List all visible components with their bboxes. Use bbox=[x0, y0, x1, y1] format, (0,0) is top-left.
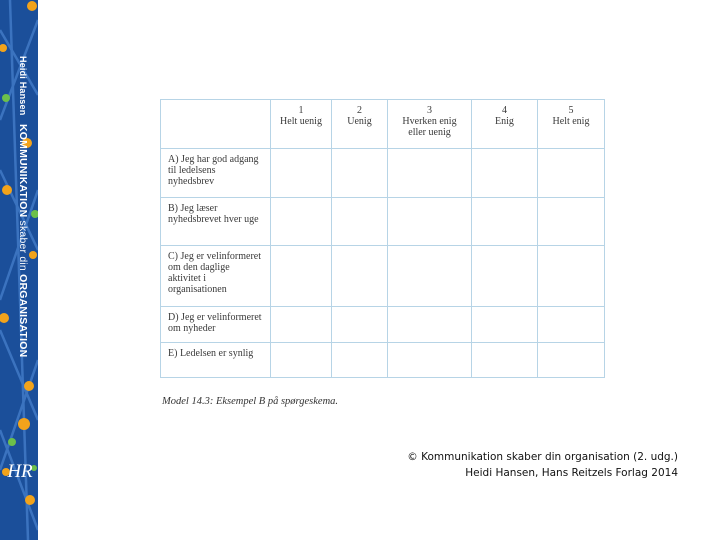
answer-cell bbox=[538, 198, 605, 246]
book-spine bbox=[0, 0, 38, 540]
answer-cell bbox=[388, 307, 472, 343]
scale-label: Hverken enig eller uenig bbox=[402, 116, 457, 138]
scale-label: Helt uenig bbox=[280, 116, 322, 127]
table-row bbox=[161, 343, 605, 378]
scale-label: Helt enig bbox=[552, 116, 590, 127]
answer-cell bbox=[388, 343, 472, 378]
answer-cell bbox=[388, 198, 472, 246]
table-row bbox=[161, 198, 605, 246]
answer-cell bbox=[271, 343, 332, 378]
scale-number: 1 bbox=[298, 105, 304, 116]
question-cell: C) Jeg er velinformeret om den daglige aktivitet i organisationen bbox=[161, 246, 271, 307]
table-row bbox=[161, 246, 605, 307]
answer-cell bbox=[538, 343, 605, 378]
scale-label: Uenig bbox=[347, 116, 372, 127]
publisher-logo: HR bbox=[7, 461, 33, 482]
answer-cell bbox=[332, 307, 388, 343]
answer-cell bbox=[388, 149, 472, 198]
question-cell: D) Jeg er velinformeret om nyheder bbox=[161, 307, 271, 343]
answer-cell bbox=[332, 149, 388, 198]
header-cell bbox=[388, 100, 472, 149]
copyright-notice bbox=[338, 449, 678, 483]
answer-cell bbox=[271, 149, 332, 198]
answer-cell bbox=[388, 246, 472, 307]
header-cell bbox=[538, 100, 605, 149]
header-blank-cell bbox=[161, 100, 271, 149]
copyright-line-title: © Kommunikation skaber din organisation (2. udg.) bbox=[407, 451, 678, 463]
scale-number: 2 bbox=[357, 105, 362, 116]
answer-cell bbox=[538, 307, 605, 343]
copyright-line-publisher: Heidi Hansen, Hans Reitzels Forlag 2014 bbox=[465, 467, 678, 479]
answer-cell bbox=[472, 149, 538, 198]
scale-number: 5 bbox=[568, 105, 574, 116]
answer-cell bbox=[472, 198, 538, 246]
answer-cell bbox=[332, 343, 388, 378]
table-row bbox=[161, 149, 605, 198]
answer-cell bbox=[271, 307, 332, 343]
header-cell bbox=[271, 100, 332, 149]
question-cell: E) Ledelsen er synlig bbox=[161, 343, 271, 378]
answer-cell bbox=[472, 246, 538, 307]
header-cell bbox=[472, 100, 538, 149]
answer-cell bbox=[538, 246, 605, 307]
table-header-row bbox=[161, 100, 605, 149]
scale-label: Enig bbox=[495, 116, 514, 127]
spine-title bbox=[9, 124, 29, 358]
answer-cell bbox=[271, 198, 332, 246]
question-cell: A) Jeg har god adgang til ledelsens nyhedsbrev bbox=[161, 149, 271, 198]
scale-number: 4 bbox=[502, 105, 507, 116]
answer-cell bbox=[332, 198, 388, 246]
questionnaire-table bbox=[160, 99, 605, 378]
answer-cell bbox=[538, 149, 605, 198]
spine-title-main: KOMMUNIKATION bbox=[17, 124, 29, 218]
answer-cell bbox=[271, 246, 332, 307]
table-row bbox=[161, 307, 605, 343]
scale-number: 3 bbox=[427, 105, 432, 116]
answer-cell bbox=[332, 246, 388, 307]
spine-title-middle: skaber din bbox=[17, 217, 29, 275]
header-cell bbox=[332, 100, 388, 149]
questionnaire-figure bbox=[160, 99, 604, 377]
question-cell: B) Jeg læser nyhedsbrevet hver uge bbox=[161, 198, 271, 246]
answer-cell bbox=[472, 343, 538, 378]
answer-cell bbox=[472, 307, 538, 343]
spine-title-end: ORGANISATION bbox=[17, 274, 29, 358]
figure-caption: Model 14.3: Eksempel B på spørgeskema. bbox=[162, 396, 339, 407]
spine-author: Heidi Hansen bbox=[18, 56, 28, 116]
